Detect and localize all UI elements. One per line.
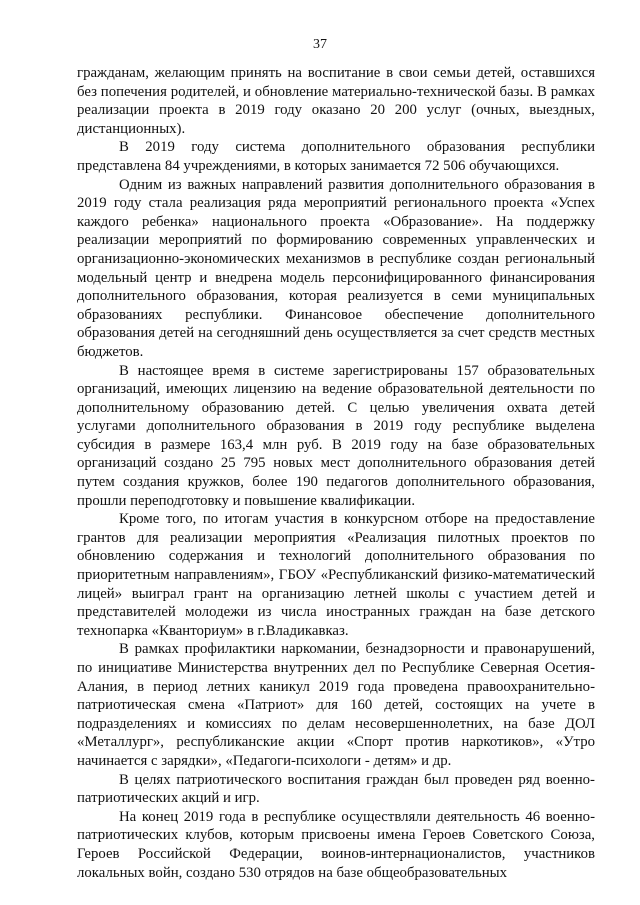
body-text <box>77 64 595 882</box>
page-number: 37 <box>313 37 327 52</box>
paragraph-additional-education-system: В 2019 году система дополнительного образования республики представлена 84 учреждениями, в которых занимается 72 506 обучающихся. <box>77 139 595 174</box>
paragraph-grant-competition: Кроме того, по итогам участия в конкурсном отборе на предоставление грантов для реализации мероприятия «Реализация пилотных проектов по обновлению содержания и технологий дополнительного образования по приоритетным направлениям», ГБОУ «Республиканский физико-математический лицей» выиграл грант на организацию летней школы с участием детей и представителей молодежи из числа иностранных граждан на базе детского технопарка «Кванториум» в г.Владикавказ. <box>77 511 595 639</box>
paragraph-regional-project: Одним из важных направлений развития дополнительного образования в 2019 году стала реализация ряда мероприятий регионального проекта «Успех каждого ребенка» национального проекта «Образование». На поддержку реализации мероприятий по формированию современных управленческих и организационно-экономических механизмов в республике создан региональный модельный центр и внедрена модель персонифицированного финансирования дополнительного образования, которая реализуется в семи муниципальных образованиях республики. Финансовое обеспечение дополнительного образования детей на сегодняшний день осуществляется за счет средств местных бюджетов. <box>77 176 595 360</box>
paragraph-military-clubs: На конец 2019 года в республике осуществляли деятельность 46 военно-патриотических клубов, которым присвоены имена Героев Советского Союза, Героев Российской Федерации, воинов-интернационалистов, участников локальных войн, создано 530 отрядов на базе общеобразовательных <box>77 808 595 881</box>
paragraph-prevention: В рамках профилактики наркомании, безнадзорности и правонарушений, по инициативе Министерства внутренних дел по Республике Северная Осетия-Алания, в период летних каникул 2019 года проведена правоохранительно-патриотическая смена «Патриот» для 160 детей, состоящих на учете в подразделениях и комиссиях по делам несовершеннолетних, на базе ДОЛ «Металлург», республиканские акции «Спорт против наркотиков», «Утро начинается с зарядки», «Педагоги-психологи - детям» и др. <box>77 641 595 769</box>
paragraph-registered-organizations: В настоящее время в системе зарегистрированы 157 образовательных организаций, имеющих лицензию на ведение образовательной деятельности по дополнительному образованию детей. С целью увеличения охвата детей услугами дополнительного образования в 2019 году республике выделена субсидия в размере 163,4 млн руб. В 2019 году на базе образовательных организаций создано 25 795 новых мест дополнительного образования детей путем создания кружков, более 190 педагогов дополнительного образования, прошли переподготовку и повышение квалификации. <box>77 362 595 509</box>
paragraph-continuation: гражданам, желающим принять на воспитание в свои семьи детей, оставшихся без попечения родителей, и обновление материально-технической базы. В рамках реализации проекта в 2019 году оказано 20 200 услуг (очных, выездных, дистанционных). <box>77 65 595 137</box>
paragraph-patriotic-education: В целях патриотического воспитания граждан был проведен ряд военно-патриотических акций и игр. <box>77 771 595 807</box>
